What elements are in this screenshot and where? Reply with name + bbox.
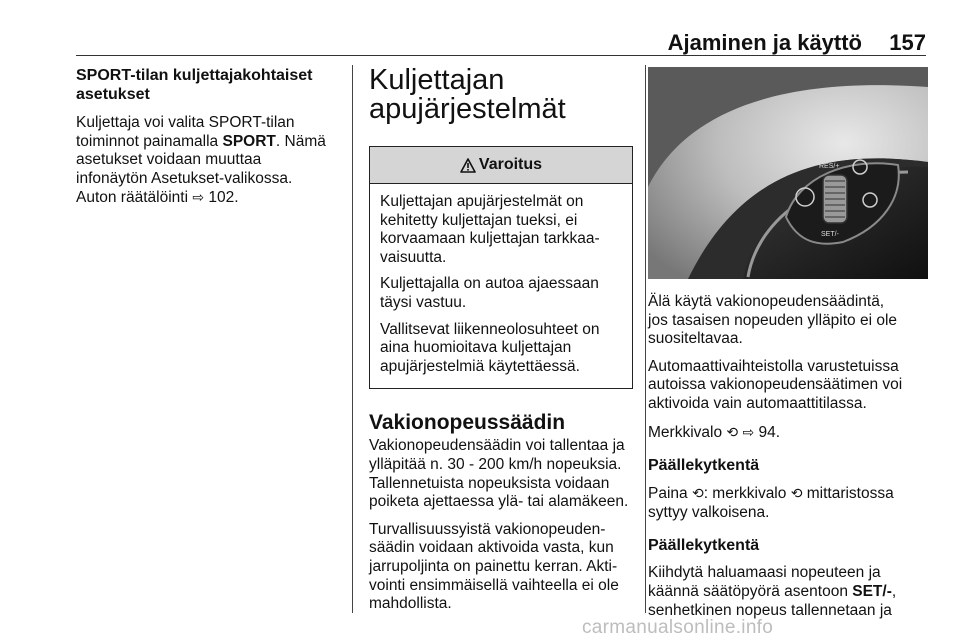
sport-button-label: SPORT: [222, 132, 276, 150]
switch-on-paragraph: Paina ⟲: merkkivalo ⟲ mittaristossa syttyy valkoisena.: [648, 485, 894, 521]
cruise-note-paragraph-1: Älä käytä vakionopeudensäädintä, jos tasaisen nopeuden ylläpito ei ole suositeltavaa.: [648, 293, 898, 348]
warning-paragraph-3: Vallitsevat liikenneolosuhteet on aina huomioitava kuljettajan apujärjestelmiä käytettäessä.: [380, 320, 600, 375]
column-1: [76, 66, 336, 217]
switch-on-heading: Päällekytkentä: [648, 457, 760, 475]
set-label: SET/-: [821, 231, 839, 238]
page-ref-icon: ⇨: [742, 423, 755, 440]
column-divider-1: [352, 65, 353, 613]
activation-paragraph: Kiihdytä haluamaasi nopeuteen ja käännä säätöpyörä asentoon SET/-, senhetkinen nopeus tallennetaan ja: [648, 564, 897, 619]
steering-wheel-photo: [648, 67, 928, 279]
page-ref-icon: ⇨: [192, 189, 205, 206]
page-number: 157: [889, 30, 926, 55]
warning-paragraph-1: Kuljettajan apujärjestelmät on kehitetty kuljettajan tueksi, ei korvaamaan kuljettajan tarkkaa- vaisuutta.: [380, 193, 600, 266]
cruise-control-heading: Vakionopeussäädin: [369, 411, 566, 435]
sport-settings-paragraph: Kuljettaja voi valita SPORT-tilan toiminnot painamalla SPORT. Nämä asetukset voidaan muuttaa infonäytön Asetukset-valikossa. Auton räätälöinti ⇨ 102.: [76, 114, 326, 207]
cruise-button-icon: ⟲: [691, 485, 704, 502]
column-3: [648, 67, 930, 629]
column-divider-2: [645, 65, 646, 613]
watermark-logo: carmanualsonline.info: [582, 617, 774, 638]
warning-heading: Varoitus: [478, 155, 543, 173]
cruise-control-paragraph-2: Turvallisuussyistä vakionopeuden- säädin voidaan aktivoida vasta, kun jarrupoljinta on painettu kerran. Akti- vointi ensimmäisellä vaihteella ei ole mahdollista.: [369, 520, 619, 613]
warning-body: [370, 184, 632, 388]
activation-heading: Päällekytkentä: [648, 537, 760, 555]
warning-box: [369, 146, 633, 389]
header-rule: [76, 55, 926, 56]
res-label: RES/+: [819, 163, 840, 170]
cruise-control-paragraph-1: Vakionopeudensäädin voi tallentaa ja ylläpitää n. 30 - 200 km/h nopeuksia. Tallennetuista nopeuksista voidaan poiketa ajettaessa ylä- tai alamäkeen.: [369, 437, 629, 511]
warning-header: [370, 147, 632, 184]
running-header-title: Ajaminen ja käyttö: [667, 30, 862, 55]
column-2: [369, 66, 637, 623]
warning-paragraph-2: Kuljettajalla on autoa ajaessaan täysi vastuu.: [380, 275, 599, 311]
warning-triangle-icon: [460, 158, 476, 173]
section-title: Kuljettajan apujärjestelmät: [369, 64, 566, 125]
cruise-indicator-icon: ⟲: [726, 423, 739, 440]
cruise-note-paragraph-2: Automaattivaihteistolla varustetuissa autoissa vakionopeudensäätimen voi aktivoida vain automaattitilassa.: [648, 357, 903, 412]
cruise-indicator-icon: ⟲: [790, 485, 803, 502]
set-control-label: SET/-: [852, 582, 892, 600]
indicator-paragraph: Merkkivalo ⟲ ⇨ 94.: [648, 423, 781, 441]
sport-settings-heading: SPORT-tilan kuljettajakohtaiset asetukset: [76, 67, 313, 103]
